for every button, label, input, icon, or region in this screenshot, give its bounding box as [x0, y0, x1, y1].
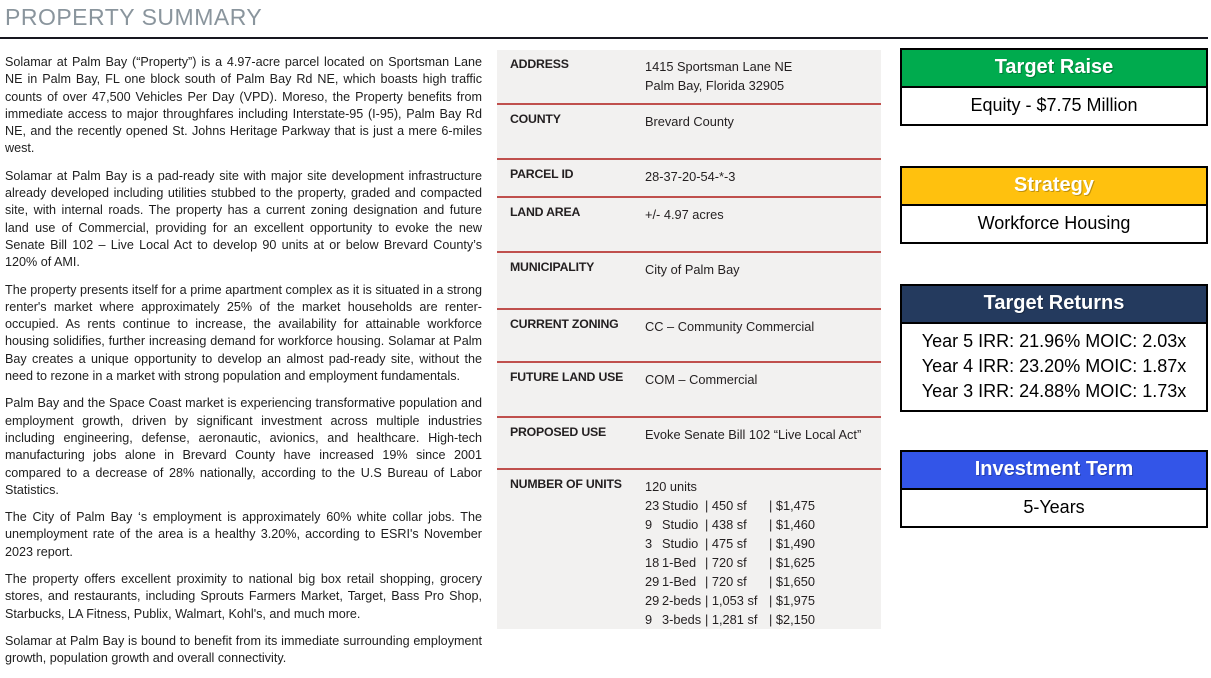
unit-sf: | 450 sf — [705, 498, 747, 513]
field-value: COM – Commercial — [645, 372, 758, 387]
title-divider — [0, 37, 1208, 39]
unit-count: 9 — [645, 612, 653, 627]
field-label: PROPOSED USE — [510, 425, 606, 439]
unit-mix-row — [645, 591, 877, 610]
unit-type: Studio — [662, 498, 699, 513]
unit-type: 2-beds — [662, 593, 702, 608]
unit-type: 1-Bed — [662, 555, 697, 570]
target-raise-box — [900, 48, 1208, 126]
field-value: 28-37-20-54-*-3 — [645, 169, 736, 184]
narrative-paragraph: The City of Palm Bay ‘s employment is approximately 60% white collar jobs. The unemployment rate of the area is a healthy 3.20%, according to ESRI's November 2023 report. — [5, 510, 482, 559]
target-raise-header: Target Raise — [902, 50, 1206, 88]
field-value: Palm Bay, Florida 32905 — [645, 78, 785, 93]
unit-sf: | 1,281 sf — [705, 612, 758, 627]
field-label: COUNTY — [510, 112, 561, 126]
unit-rent: | $1,460 — [769, 517, 816, 532]
unit-sf: | 475 sf — [705, 536, 747, 551]
unit-rent: | $1,490 — [769, 536, 816, 551]
unit-mix-row — [645, 553, 877, 572]
narrative-column — [5, 54, 482, 678]
unit-type: 1-Bed — [662, 574, 697, 589]
unit-mix-row — [645, 496, 877, 515]
table-row-address — [497, 50, 881, 105]
field-label: NUMBER OF UNITS — [510, 477, 622, 491]
investment-term-value: 5-Years — [902, 490, 1206, 526]
table-row-future-land-use — [497, 363, 881, 418]
table-row-number-of-units — [497, 470, 881, 629]
target-returns-line: Year 5 IRR: 21.96% MOIC: 2.03x — [921, 331, 1187, 351]
strategy-box — [900, 166, 1208, 244]
unit-rent: | $1,975 — [769, 593, 816, 608]
page-title: PROPERTY SUMMARY — [5, 4, 263, 30]
field-value: 1415 Sportsman Lane NE — [645, 59, 793, 74]
table-row-parcel-id — [497, 160, 881, 198]
investment-term-header: Investment Term — [902, 452, 1206, 490]
unit-count: 29 — [645, 574, 660, 589]
field-label: MUNICIPALITY — [510, 260, 595, 274]
target-raise-value: Equity - $7.75 Million — [902, 88, 1206, 124]
table-row-current-zoning — [497, 310, 881, 363]
unit-count: 18 — [645, 555, 660, 570]
unit-rent: | $1,625 — [769, 555, 816, 570]
narrative-paragraph: The property offers excellent proximity to national big box retail shopping, grocery stores, and restaurants, including Sprouts Farmers Market, Target, Bass Pro Shop, Starbucks, LA Fitness, Publix, Walmart, Kohl's, and much more. — [5, 572, 482, 621]
unit-mix-row — [645, 515, 877, 534]
unit-sf: | 1,053 sf — [705, 593, 758, 608]
unit-mix-row — [645, 610, 877, 629]
table-row-proposed-use — [497, 418, 881, 470]
narrative-paragraph: Palm Bay and the Space Coast market is experiencing transformative population and employment growth, driven by significant investment across multiple industries including engineering, defense, aeronautic, avionics, and healthcare. High-tech manufacturing jobs alone in Brevard County have increased 19% since 2001 compared to a decrease of 28% nationally, according to the U.S Bureau of Labor Statistics. — [5, 396, 482, 497]
field-label: PARCEL ID — [510, 167, 574, 181]
field-value: CC – Community Commercial — [645, 319, 815, 334]
field-value: Brevard County — [645, 114, 734, 129]
unit-count: 23 — [645, 498, 660, 513]
unit-count: 3 — [645, 536, 653, 551]
table-row-county — [497, 105, 881, 160]
narrative-paragraph: The property presents itself for a prime apartment complex as it is situated in a strong renter's market where approximately 25% of the market households are renter-occupied. As rents continue to increase, the availability for attainable workforce housing solidifies, further increasing demand for workforce housing. Solamar at Palm Bay creates a unique opportunity to develop an almost pad-ready site, without the need to rezone in a market with strong population and employment fundamentals. — [5, 282, 482, 384]
unit-sf: | 720 sf — [705, 555, 747, 570]
field-label: FUTURE LAND USE — [510, 370, 624, 384]
field-label: CURRENT ZONING — [510, 317, 619, 331]
unit-mix-row — [645, 534, 877, 553]
field-label: ADDRESS — [510, 57, 569, 71]
field-value: +/- 4.97 acres — [645, 207, 724, 222]
units-total: 120 units — [645, 479, 697, 494]
target-returns-line: Year 3 IRR: 24.88% MOIC: 1.73x — [921, 381, 1187, 401]
strategy-value: Workforce Housing — [902, 206, 1206, 242]
target-returns-box — [900, 284, 1208, 412]
field-value: City of Palm Bay — [645, 262, 740, 277]
unit-type: 3-beds — [662, 612, 702, 627]
unit-type: Studio — [662, 517, 699, 532]
strategy-header: Strategy — [902, 168, 1206, 206]
unit-rent: | $2,150 — [769, 612, 816, 627]
field-value: Evoke Senate Bill 102 “Live Local Act” — [645, 427, 862, 442]
narrative-paragraph: Solamar at Palm Bay is bound to benefit from its immediate surrounding employment growth, population growth and overall connectivity. — [5, 633, 482, 666]
narrative-paragraph: Solamar at Palm Bay (“Property”) is a 4.97-acre parcel located on Sportsman Lane NE in Palm Bay, FL one block south of Palm Bay Rd NE, which boasts high traffic counts of over 47,500 Vehicles Per Day (VPD). Moreso, the Property benefits from immediate access to major throughfares including Interstate-95 (I-95), Palm Bay Rd NE, and the recently opened St. Johns Heritage Parkway that is just a mere 6-miles west. — [5, 55, 482, 156]
unit-count: 29 — [645, 593, 660, 608]
highlight-boxes-column — [900, 48, 1208, 568]
property-details-table — [497, 50, 881, 629]
target-returns-header: Target Returns — [902, 286, 1206, 324]
unit-rent: | $1,475 — [769, 498, 816, 513]
narrative-paragraph: Solamar at Palm Bay is a pad-ready site with major site development infrastructure already developed including utilities stubbed to the property, graded and compacted site, with internal roads. The property has a current zoning designation and future land use of Commercial, providing for an excellent opportunity to evoke the new Senate Bill 102 – Live Local Act to develop 90 units at or below Brevard County’s 120% of AMI. — [5, 168, 482, 270]
field-label: LAND AREA — [510, 205, 581, 219]
target-returns-line: Year 4 IRR: 23.20% MOIC: 1.87x — [921, 356, 1187, 376]
unit-rent: | $1,650 — [769, 574, 816, 589]
investment-term-box — [900, 450, 1208, 528]
unit-count: 9 — [645, 517, 653, 532]
table-row-municipality — [497, 253, 881, 310]
unit-type: Studio — [662, 536, 699, 551]
unit-sf: | 438 sf — [705, 517, 747, 532]
unit-mix-row — [645, 572, 877, 591]
table-row-land-area — [497, 198, 881, 253]
unit-sf: | 720 sf — [705, 574, 747, 589]
